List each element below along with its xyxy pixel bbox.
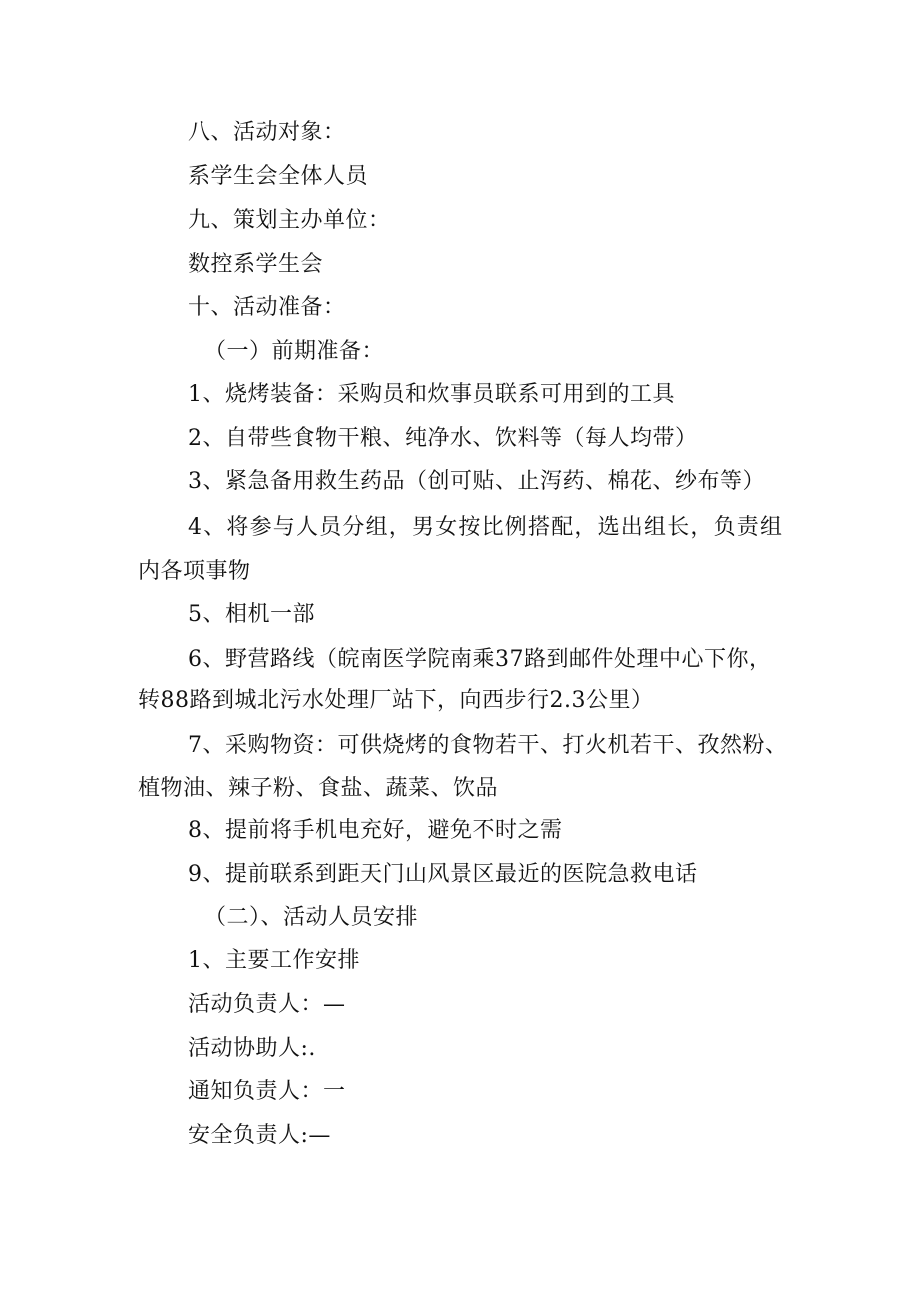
role-line: 活动协助人:. [188, 1036, 316, 1061]
list-item: 3、紧急备用救生药品（创可贴、止泻药、棉花、纱布等） [188, 469, 765, 494]
list-item: 2、自带些食物干粮、纯净水、饮料等（每人均带） [188, 426, 698, 451]
subsection-heading: （二）、活动人员安排 [204, 905, 419, 930]
role-line: 活动负责人：— [188, 992, 346, 1017]
list-item-continuation: 转88路到城北污水处理厂站下，向西步行2.3公里） [138, 688, 654, 713]
role-line: 安全负责人:— [188, 1123, 331, 1148]
subsection-heading: （一）前期准备： [204, 339, 385, 364]
paragraph-line: 数控系学生会 [188, 252, 324, 277]
list-item: 1、主要工作安排 [188, 948, 360, 973]
list-item: 7、采购物资：可供烧烤的食物若干、打火机若干、孜然粉、 [188, 733, 788, 758]
section-9-heading: 九、策划主办单位： [188, 208, 391, 233]
list-item: 8、提前将手机电充好，避免不时之需 [188, 818, 563, 843]
list-item: 1、烧烤装备：采购员和炊事员联系可用到的工具 [188, 382, 675, 407]
section-8-heading: 八、活动对象： [188, 120, 346, 145]
section-10-heading: 十、活动准备： [188, 295, 346, 320]
list-item: 6、野营路线（皖南医学院南乘37路到邮件处理中心下你， [188, 647, 772, 672]
list-item: 4、将参与人员分组，男女按比例搭配，选出组长，负责组 [188, 515, 784, 540]
list-item: 5、相机一部 [188, 602, 315, 627]
list-item: 9、提前联系到距天门山风景区最近的医院急救电话 [188, 862, 698, 887]
list-item-continuation: 内各项事物 [138, 559, 251, 584]
list-item-continuation: 植物油、辣子粉、食盐、蔬菜、饮品 [138, 776, 499, 801]
paragraph-line: 系学生会全体人员 [188, 164, 369, 189]
role-line: 通知负责人：一 [188, 1079, 346, 1104]
